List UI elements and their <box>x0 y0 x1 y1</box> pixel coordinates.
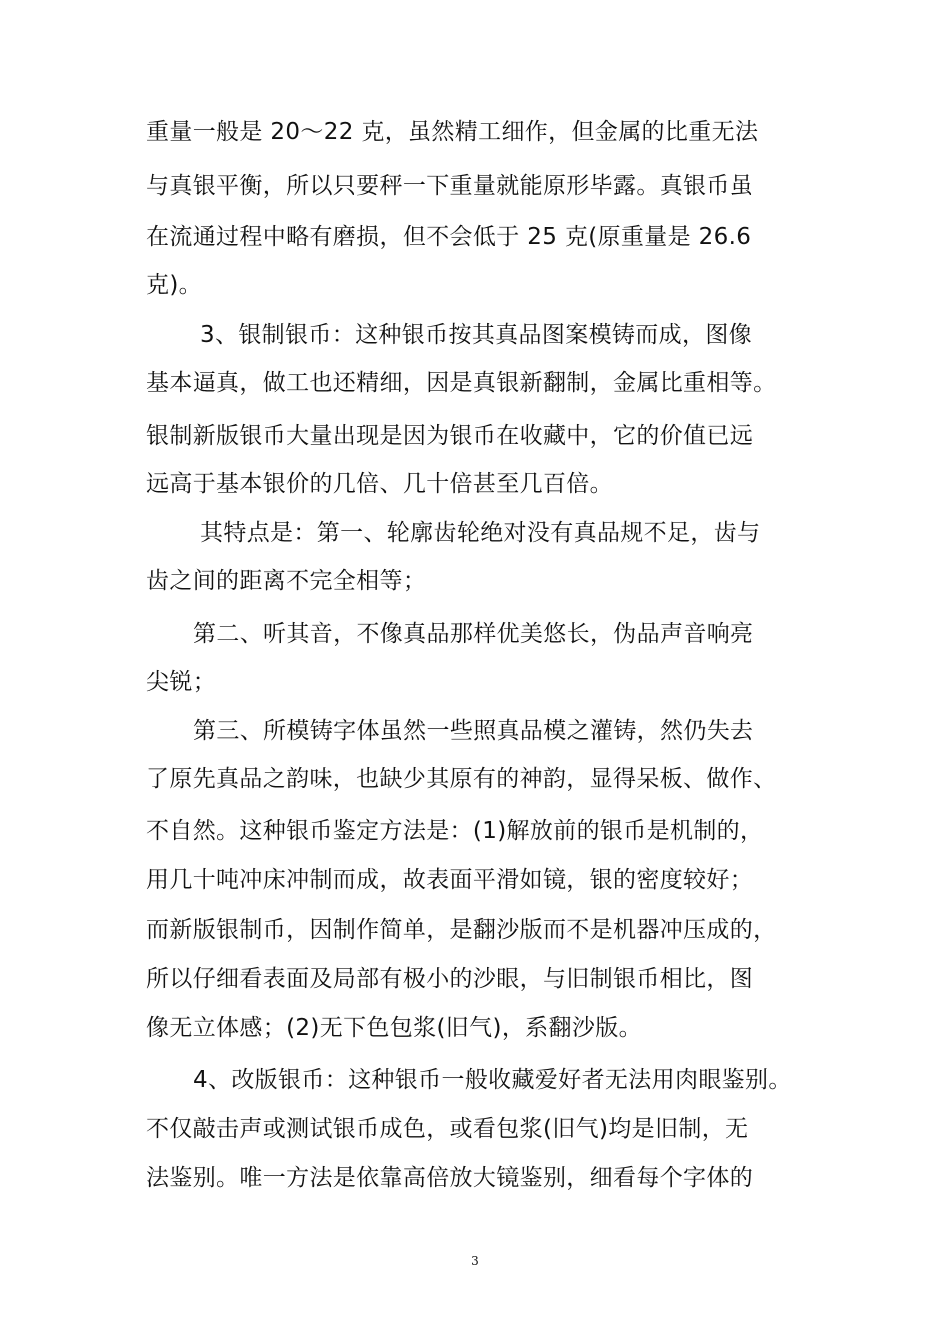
text-line: 不自然。这种银币鉴定方法是：(1)解放前的银币是机制的， <box>146 818 764 844</box>
text-line: 不仅敲击声或测试银币成色，或看包浆(旧气)均是旧制，无 <box>146 1116 749 1142</box>
text-line: 远高于基本银价的几倍、几十倍甚至几百倍。 <box>146 471 613 497</box>
text-line: 像无立体感；(2)无下色包浆(旧气)，系翻沙版。 <box>146 1015 642 1041</box>
text-line: 其特点是：第一、轮廓齿轮绝对没有真品规不足，齿与 <box>200 520 761 546</box>
text-line: 法鉴别。唯一方法是依靠高倍放大镜鉴别，细看每个字体的 <box>146 1165 754 1191</box>
text-line: 克)。 <box>146 272 203 298</box>
text-line: 在流通过程中略有磨损，但不会低于 25 克(原重量是 26.6 <box>146 224 752 250</box>
text-line: 基本逼真，做工也还精细，因是真银新翻制，金属比重相等。 <box>146 370 777 396</box>
text-line: 第二、听其音，不像真品那样优美悠长，伪品声音响亮 <box>193 621 754 647</box>
page-number: 3 <box>471 1254 479 1268</box>
text-line: 所以仔细看表面及局部有极小的沙眼，与旧制银币相比，图 <box>146 966 754 992</box>
text-line: 而新版银制币，因制作简单，是翻沙版而不是机器冲压成的， <box>146 917 777 943</box>
text-line: 重量一般是 20～22 克，虽然精工细作，但金属的比重无法 <box>146 119 759 145</box>
text-line: 尖锐； <box>146 669 217 695</box>
text-line: 银制新版银币大量出现是因为银币在收藏中，它的价值已远 <box>146 423 754 449</box>
text-line: 与真银平衡，所以只要秤一下重量就能原形毕露。真银币虽 <box>146 173 754 199</box>
text-line: 4、改版银币：这种银币一般收藏爱好者无法用肉眼鉴别。 <box>193 1067 792 1093</box>
text-line: 第三、所模铸字体虽然一些照真品模之灌铸，然仍失去 <box>193 718 754 744</box>
text-line: 齿之间的距离不完全相等； <box>146 568 427 594</box>
text-line: 了原先真品之韵味，也缺少其原有的神韵，显得呆板、做作、 <box>146 766 777 792</box>
text-line: 用几十吨冲床冲制而成，故表面平滑如镜，银的密度较好； <box>146 867 754 893</box>
text-line: 3、银制银币：这种银币按其真品图案模铸而成，图像 <box>200 322 753 348</box>
